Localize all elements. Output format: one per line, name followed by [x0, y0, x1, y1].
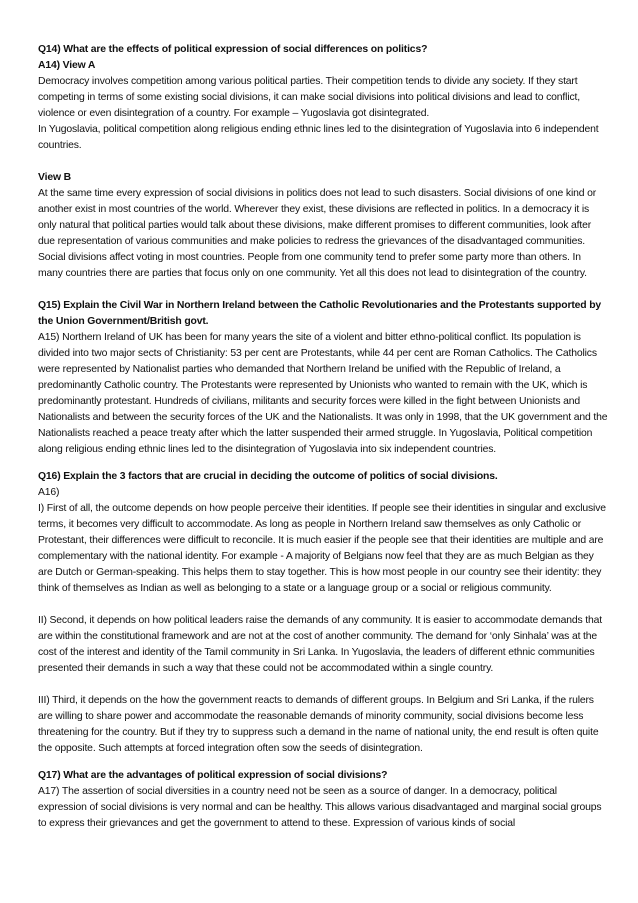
q15-answer: A15) Northern Ireland of UK has been for many years the site of a violent and bitter ethno-political conflict. Its population is divided into two major sects of Christianity: 53 per cent are Protestants, while 44 per cent are Roman Catholics. The Catholics were represented by Nationalist parties who demanded that Northern Ireland be unified with the Republic of Ireland, a predominantly Catholic country. The Protestants were represented by Unionists who wanted to remain with the UK, which is predominantly protestant. Hundreds of civilians, militants and security forces were killed in the fight between Unionists and Nationalists and between the security forces of the UK and the Nationalists. It was only in 1998, that the UK government and the Nationalists reached a peace treaty after which the latter suspended their armed struggle. In Yugoslavia, Political competition along religious ending ethnic lines led to the disintegration of Yugoslavia into six independent countries.: [38, 332, 608, 455]
q17-question: Q17) What are the advantages of political expression of social divisions?: [38, 770, 388, 781]
q16-point-2: II) Second, it depends on how political leaders raise the demands of any community. It is easier to accommodate demands that are within the constitutional framework and are not at the cost of another community. The demand for ‘only Sinhala’ was at the cost of the interest and identity of the Tamil community in Sri Lanka. In Yugoslavia, the leaders of different ethnic communities presented their demands in such a way that these could not be accommodated within a single country.: [38, 615, 602, 674]
q14-question: Q14) What are the effects of political expression of social differences on politics?: [38, 44, 428, 55]
q16-answer-label: A16): [38, 487, 60, 498]
q16-question: Q16) Explain the 3 factors that are crucial in deciding the outcome of politics of social divisions.: [38, 471, 498, 482]
q15-question: Q15) Explain the Civil War in Northern Ireland between the Catholic Revolutionaries and the Protestants supported by the Union Government/British govt.: [38, 300, 602, 327]
q17-answer: A17) The assertion of social diversities in a country need not be seen as a source of danger. In a democracy, political expression of social divisions is very normal and can be healthy. This allows various disadvantaged and marginal social groups to express their grievances and get the government to attend to these. Expression of various kinds of social: [38, 786, 602, 829]
q14-answer-label: A14) View A: [38, 60, 96, 71]
q16-point-1: I) First of all, the outcome depends on how people perceive their identities. If people see their identities in singular and exclusive terms, it becomes very difficult to accommodate. As long as people in Northern Ireland saw themselves as only Catholic or Protestant, their differences were difficult to reconcile. It is much easier if the people see that their identities are multiple and are complementary with the national identity. For example - A majority of Belgians now feel that they are as much Belgian as they are Dutch or German-speaking. This helps them to stay together. This is how most people in our country see their identity: they think of themselves as Indian as well as belonging to a state or a language group or a social or religious community.: [38, 503, 606, 594]
q14-view-b-paragraph: At the same time every expression of social divisions in politics does not lead to such disasters. Social divisions of one kind or another exist in most countries of the world. Wherever they exist, these divisions are reflected in politics. In a democracy it is only natural that political parties would talk about these divisions, make different promises to different communities, look after due representation of various communities and make policies to redress the grievances of the disadvantaged communities. Social divisions affect voting in most countries. People from one community tend to prefer some party more than others. In many countries there are parties that focus only on one community. Yet all this does not lead to disintegration of the country.: [38, 188, 597, 279]
q14-view-b-label: View B: [38, 172, 71, 183]
q14-view-a-paragraph-1: Democracy involves competition among various political parties. Their competition tends to divide any society. If they start competing in terms of some existing social divisions, it can make social divisions into political divisions and lead to conflict, violence or even disintegration of a country. For example – Yugoslavia got disintegrated.: [38, 76, 581, 119]
q16-point-3: III) Third, it depends on the how the government reacts to demands of different groups. In Belgium and Sri Lanka, if the rulers are willing to share power and accommodate the reasonable demands of minority community, social divisions become less threatening for the country. But if they try to suppress such a demand in the name of national unity, the end result is often quite the opposite. Such attempts at forced integration often sow the seeds of disintegration.: [38, 695, 599, 754]
q14-view-a-paragraph-2: In Yugoslavia, political competition along religious ending ethnic lines led to the disintegration of Yugoslavia into 6 independent countries.: [38, 124, 599, 151]
